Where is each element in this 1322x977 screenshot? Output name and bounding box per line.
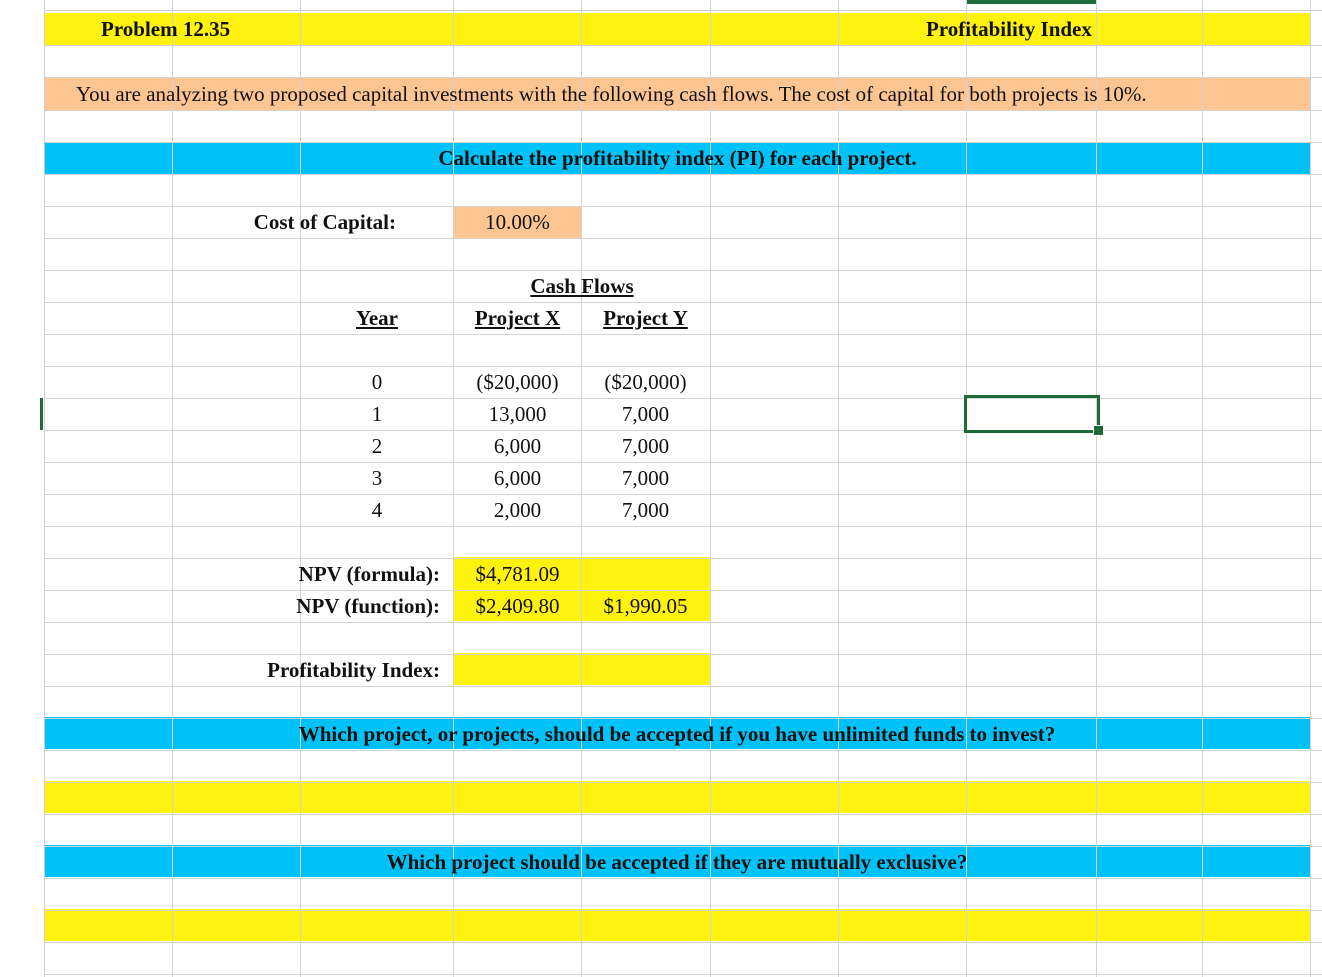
project-x-header: Project X — [474, 306, 561, 330]
active-row-indicator — [40, 398, 43, 430]
column-gridline — [1202, 0, 1203, 977]
row-gridline — [44, 174, 1322, 175]
npv-formula-project-y[interactable] — [581, 558, 710, 590]
column-gridline — [1096, 0, 1097, 977]
project-y-header: Project Y — [603, 306, 688, 330]
year-cell[interactable]: 3 — [371, 466, 383, 490]
pi-project-x-cell[interactable] — [454, 654, 581, 686]
instruction-text: Calculate the profitability index (PI) for each project. — [438, 146, 917, 170]
answer-mutually-exclusive[interactable] — [44, 910, 1310, 942]
row-header-gutter — [0, 0, 45, 977]
year-header: Year — [356, 306, 398, 330]
question-unlimited-funds: Which project, or projects, should be accepted if you have unlimited funds to invest? — [298, 722, 1056, 746]
project-x-cash-flow[interactable]: ($20,000) — [476, 370, 559, 394]
selected-cell[interactable] — [964, 395, 1100, 433]
project-x-cash-flow[interactable]: 13,000 — [488, 402, 547, 426]
npv-formula-project-x[interactable]: $4,781.09 — [475, 562, 560, 586]
title-band — [44, 13, 1310, 45]
problem-description: You are analyzing two proposed capital investments with the following cash flows. The cost of capital for both projects is 10%. — [76, 82, 1147, 106]
topic-label: Profitability Index — [926, 17, 1092, 41]
row-gridline — [44, 750, 1322, 751]
year-cell[interactable]: 4 — [371, 498, 383, 522]
project-y-cash-flow[interactable]: 7,000 — [621, 402, 670, 426]
problem-label: Problem 12.35 — [101, 17, 231, 41]
row-gridline — [44, 334, 1322, 335]
project-y-cash-flow[interactable]: 7,000 — [621, 434, 670, 458]
npv-function-project-y[interactable]: $1,990.05 — [603, 594, 688, 618]
cost-of-capital-value[interactable]: 10.00% — [485, 210, 550, 234]
fill-handle[interactable] — [1093, 425, 1104, 436]
profitability-index-label: Profitability Index: — [267, 658, 440, 682]
cash-flows-title: Cash Flows — [530, 274, 634, 298]
column-header-strip — [44, 0, 1322, 11]
npv-function-project-x[interactable]: $2,409.80 — [475, 594, 560, 618]
row-gridline — [44, 526, 1322, 527]
active-column-indicator — [966, 0, 1096, 4]
project-y-cash-flow[interactable]: ($20,000) — [604, 370, 687, 394]
project-y-cash-flow[interactable]: 7,000 — [621, 498, 670, 522]
project-x-cash-flow[interactable]: 6,000 — [493, 466, 542, 490]
year-cell[interactable]: 1 — [371, 402, 383, 426]
column-gridline — [1310, 0, 1311, 977]
answer-unlimited-funds[interactable] — [44, 782, 1310, 814]
row-gridline — [44, 110, 1322, 111]
cost-of-capital-label: Cost of Capital: — [253, 210, 396, 234]
project-y-cash-flow[interactable]: 7,000 — [621, 466, 670, 490]
row-gridline — [44, 622, 1322, 623]
row-gridline — [44, 686, 1322, 687]
project-x-cash-flow[interactable]: 6,000 — [493, 434, 542, 458]
row-gridline — [44, 974, 1322, 975]
year-cell[interactable]: 2 — [371, 434, 383, 458]
project-x-cash-flow[interactable]: 2,000 — [493, 498, 542, 522]
row-gridline — [44, 814, 1322, 815]
row-gridline — [44, 238, 1322, 239]
npv-function-label: NPV (function): — [296, 594, 440, 618]
column-gridline — [172, 0, 173, 977]
row-gridline — [44, 942, 1322, 943]
question-mutually-exclusive: Which project should be accepted if they are mutually exclusive? — [386, 850, 968, 874]
row-gridline — [44, 45, 1322, 46]
pi-project-y-cell[interactable] — [581, 654, 710, 686]
row-gridline — [44, 878, 1322, 879]
year-cell[interactable]: 0 — [371, 370, 383, 394]
npv-formula-label: NPV (formula): — [298, 562, 440, 586]
